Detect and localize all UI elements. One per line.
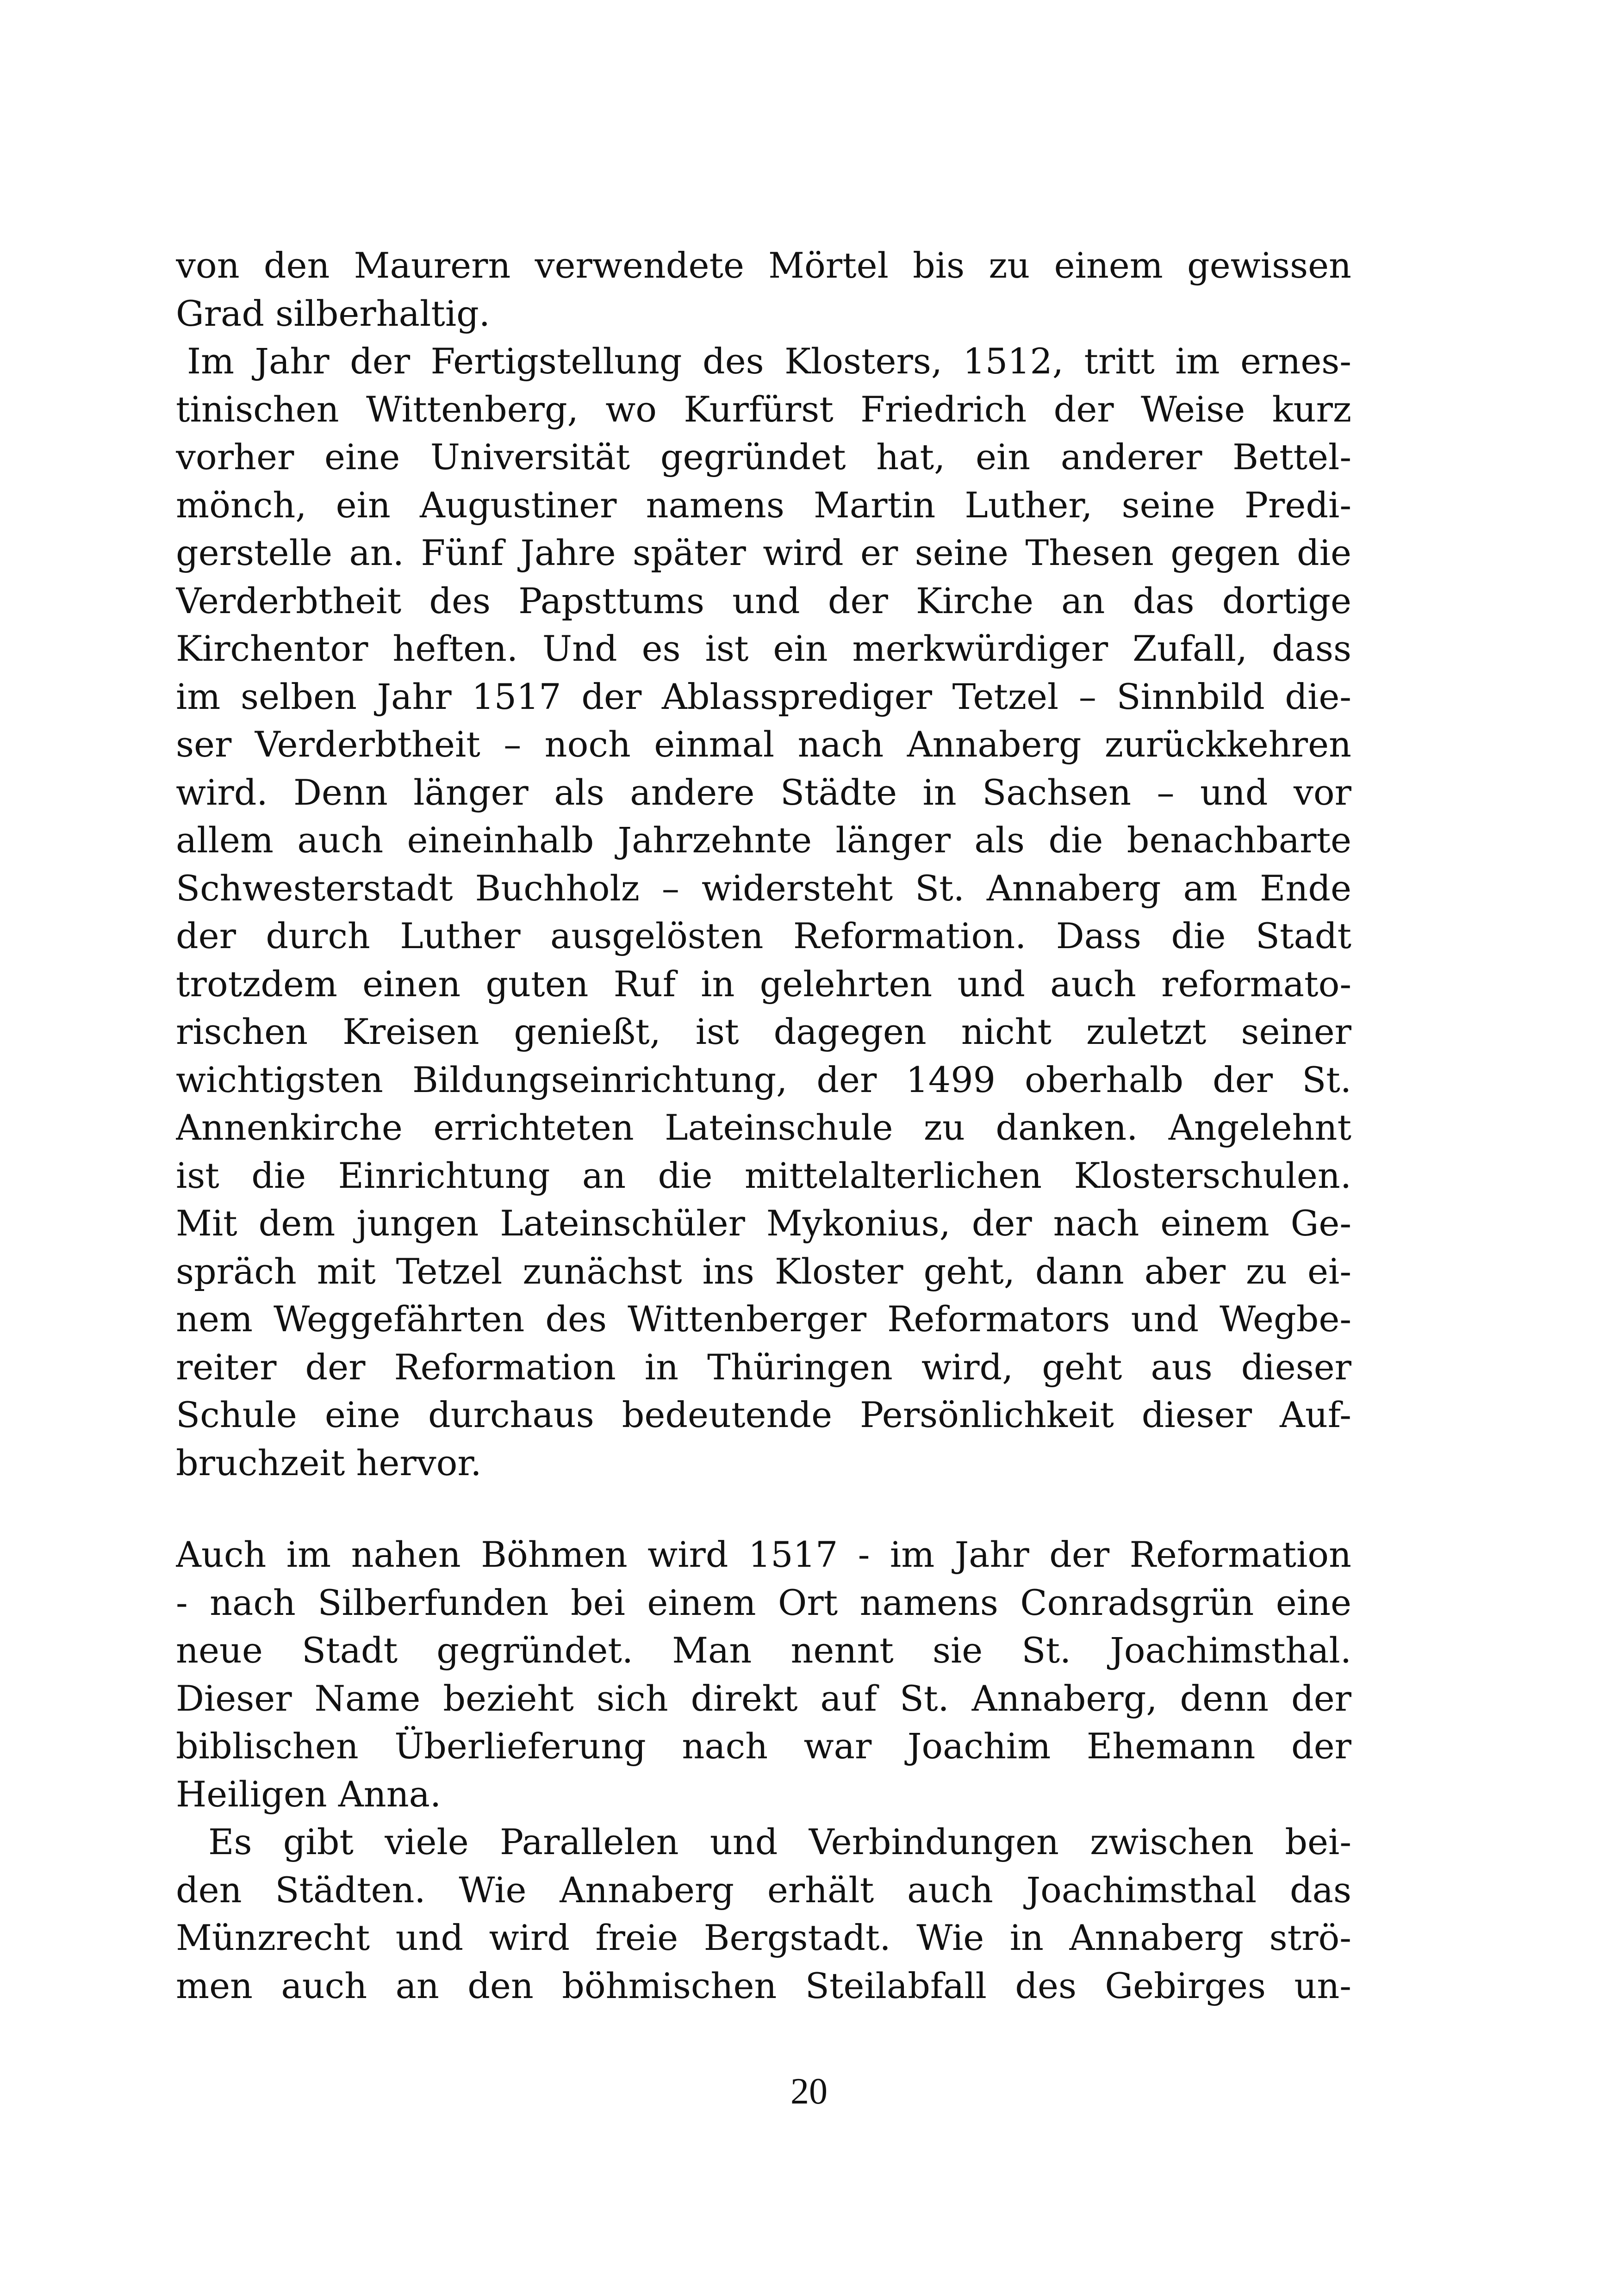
text-line: neue Stadt gegründet. Man nennt sie St. Joachimsthal. (176, 1630, 1351, 1671)
text-line: wird. Denn länger als andere Städte in Sachsen – und vor (176, 771, 1351, 813)
text-line: - nach Silberfunden bei einem Ort namens Conradsgrün eine (176, 1582, 1351, 1623)
text-line: Im Jahr der Fertigstellung des Klosters, 1512, tritt im ernes- (187, 341, 1351, 382)
text-line: trotzdem einen guten Ruf in gelehrten und auch reformato- (176, 963, 1351, 1005)
text-line: Auch im nahen Böhmen wird 1517 - im Jahr der Reformation (176, 1534, 1351, 1575)
text-line: Verderbtheit des Papsttums und der Kirche an das dortige (176, 580, 1351, 621)
text-line: nem Weggefährten des Wittenberger Reformators und Wegbe- (176, 1298, 1351, 1340)
text-section-upper (176, 242, 1351, 1487)
text-line: vorher eine Universität gegründet hat, ein anderer Bettel- (176, 436, 1351, 478)
text-line: mönch, ein Augustiner namens Martin Luther, seine Predi- (176, 484, 1351, 526)
text-line: Schwesterstadt Buchholz – widersteht St. Annaberg am Ende (176, 867, 1351, 909)
text-line: Annenkirche errichteten Lateinschule zu danken. Angelehnt (176, 1107, 1351, 1148)
text-line: im selben Jahr 1517 der Ablassprediger Tetzel – Sinnbild die- (176, 676, 1351, 717)
text-line: Es gibt viele Parallelen und Verbindungen zwischen bei- (208, 1821, 1351, 1862)
text-line: der durch Luther ausgelösten Reformation. Dass die Stadt (176, 915, 1351, 956)
text-line: biblischen Überlieferung nach war Joachim Ehemann der (176, 1725, 1351, 1767)
paragraph (176, 1531, 1351, 1818)
text-line: den Städten. Wie Annaberg erhält auch Joachimsthal das (176, 1869, 1351, 1911)
text-line: gerstelle an. Fünf Jahre später wird er seine Thesen gegen die (176, 532, 1351, 573)
text-line: tinischen Wittenberg, wo Kurfürst Friedrich der Weise kurz (176, 388, 1351, 430)
paragraph (176, 242, 1351, 337)
text-line: spräch mit Tetzel zunächst ins Kloster geht, dann aber zu ei- (176, 1250, 1351, 1292)
text-line: rischen Kreisen genießt, ist dagegen nicht zuletzt seiner (176, 1011, 1351, 1052)
text-line: Kirchentor heften. Und es ist ein merkwürdiger Zufall, dass (176, 628, 1351, 669)
text-line: ist die Einrichtung an die mittelalterlichen Klosterschulen. (176, 1154, 1351, 1196)
text-line: Grad silberhaltig. (176, 292, 490, 334)
text-section-lower (176, 1531, 1351, 2010)
text-line: Münzrecht und wird freie Bergstadt. Wie in Annaberg strö- (176, 1917, 1351, 1958)
text-line: Schule eine durchaus bedeutende Persönlichkeit dieser Auf- (176, 1394, 1351, 1435)
text-line: ser Verderbtheit – noch einmal nach Annaberg zurückkehren (176, 724, 1351, 765)
text-line: wichtigsten Bildungseinrichtung, der 1499 oberhalb der St. (176, 1059, 1351, 1100)
text-line: Mit dem jungen Lateinschüler Mykonius, der nach einem Ge- (176, 1203, 1351, 1244)
paragraph (176, 1818, 1351, 2010)
page-number: 20 (790, 2071, 828, 2112)
text-line: reiter der Reformation in Thüringen wird, geht aus dieser (176, 1346, 1351, 1388)
text-line: von den Maurern verwendete Mörtel bis zu einem gewissen (176, 245, 1351, 286)
text-line: bruchzeit hervor. (176, 1442, 482, 1483)
text-line: men auch an den böhmischen Steilabfall des Gebirges un- (176, 1965, 1351, 2006)
text-line: allem auch eineinhalb Jahrzehnte länger als die benachbarte (176, 819, 1351, 861)
text-line: Dieser Name bezieht sich direkt auf St. Annaberg, denn der (176, 1677, 1351, 1719)
paragraph (176, 337, 1351, 1487)
text-line: Heiligen Anna. (176, 1773, 442, 1815)
